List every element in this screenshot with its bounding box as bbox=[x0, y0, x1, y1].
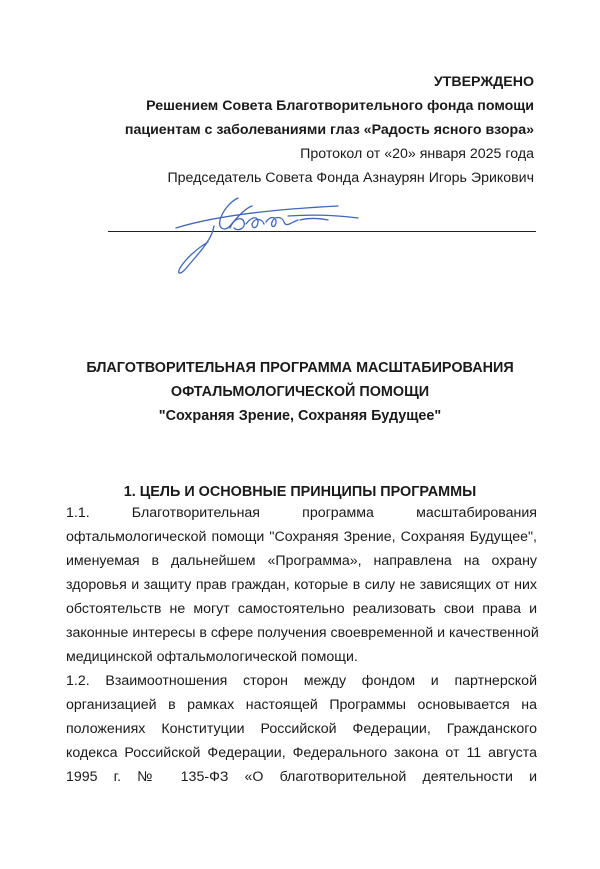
text-line: 1.1. Благотворительная программа масштабирования bbox=[66, 505, 537, 521]
decision-line-2: пациентам с заболеваниями глаз «Радость ясного взора» bbox=[124, 122, 534, 138]
text-line: здоровья и защиту прав граждан, которые в силу не зависящих от них bbox=[66, 577, 537, 593]
title-line-1: БЛАГОТВОРИТЕЛЬНАЯ ПРОГРАММА МАСШТАБИРОВАНИЯ bbox=[86, 360, 514, 376]
chairman-line: Председатель Совета Фонда Азнаурян Игорь Эрикович bbox=[167, 170, 534, 186]
text-line: законные интересы в сфере получения своевременной и качественной bbox=[66, 625, 539, 641]
section-heading: 1. ЦЕЛЬ И ОСНОВНЫЕ ПРИНЦИПЫ ПРОГРАММЫ bbox=[123, 484, 477, 500]
text-line: 1.2. Взаимоотношения сторон между фондом и партнерской bbox=[66, 673, 537, 689]
text-line: медицинской офтальмологической помощи. bbox=[66, 649, 358, 665]
text-line: именуемая в дальнейшем «Программа», направлена на охрану bbox=[66, 553, 537, 569]
decision-line-1: Решением Совета Благотворительного фонда помощи bbox=[146, 98, 534, 114]
title-line-2: ОФТАЛЬМОЛОГИЧЕСКОЙ ПОМОЩИ bbox=[170, 384, 430, 400]
program-title bbox=[0, 356, 600, 428]
text-line: обстоятельств не могут самостоятельно реализовать свои права и bbox=[66, 601, 537, 617]
text-line: кодекса Российской Федерации, Федерального закона от 11 августа bbox=[66, 745, 537, 761]
title-line-3: "Сохраняя Зрение, Сохраняя Будущее" bbox=[158, 408, 442, 424]
approval-block bbox=[125, 70, 534, 190]
paragraph-1-1 bbox=[66, 501, 537, 669]
protocol-line: Протокол от «20» января 2025 года bbox=[300, 146, 534, 162]
text-line: положениях Конституции Российской Федерации, Гражданского bbox=[66, 721, 537, 737]
paragraph-1-2 bbox=[66, 669, 537, 789]
section-body bbox=[66, 501, 537, 789]
text-line: 1995 г. № 135-ФЗ «О благотворительной деятельности и bbox=[66, 769, 537, 785]
text-line: организацией в рамках настоящей Программы основывается на bbox=[66, 697, 537, 713]
text-line: офтальмологической помощи "Сохраняя Зрение, Сохраняя Будущее", bbox=[66, 529, 537, 545]
approved-label: УТВЕРЖДЕНО bbox=[433, 74, 534, 90]
handwritten-signature bbox=[168, 188, 368, 283]
